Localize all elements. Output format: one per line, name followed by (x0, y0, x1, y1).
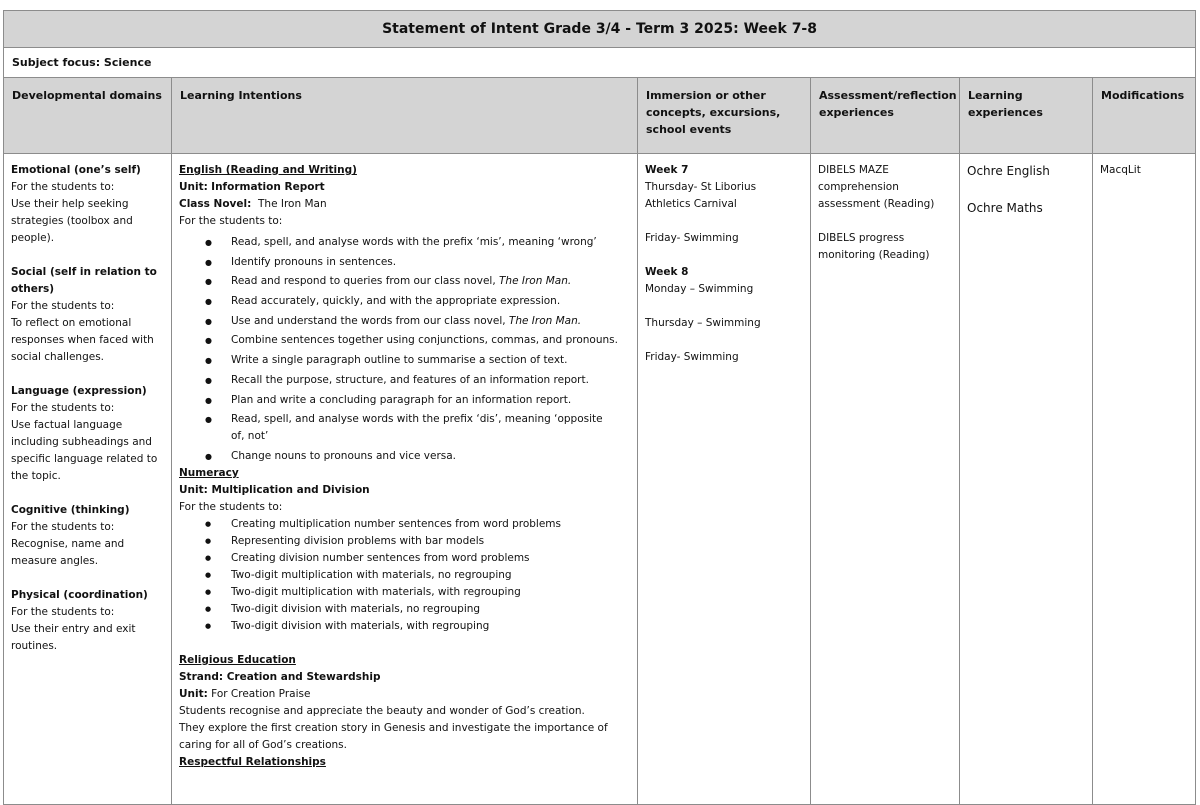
domain-intro: For the students to: (11, 606, 115, 618)
list-item: ● Two-digit multiplication with materials, no regrouping (179, 567, 630, 584)
domain-intro: For the students to: (11, 300, 115, 312)
domain-heading: Physical (coordination) (11, 589, 148, 601)
domain-intro: For the students to: (11, 402, 115, 414)
event-item: Thursday- St Liborius Athletics Carnival (645, 181, 757, 210)
learning-experience-item: Ochre English (967, 164, 1050, 178)
numeracy-intentions-list (179, 516, 630, 635)
week-8-label: Week 8 (645, 266, 689, 278)
subject-focus: Subject focus: Science (4, 48, 1196, 78)
list-item: ● Recall the purpose, structure, and features of an information report. (179, 372, 630, 389)
domain-language (11, 383, 164, 485)
domain-text: To reflect on emotional responses when faced with social challenges. (11, 317, 154, 363)
english-intro: For the students to: (179, 215, 283, 227)
list-item: ● Read, spell, and analyse words with the prefix ‘mis’, meaning ‘wrong’ (179, 234, 630, 251)
list-item: ● Representing division problems with bar models (179, 533, 630, 550)
list-item: ● Write a single paragraph outline to summarise a section of text. (179, 352, 630, 369)
english-unit: Unit: Information Report (179, 181, 325, 193)
numeracy-unit: Unit: Multiplication and Division (179, 483, 370, 496)
learning-experience-item: Ochre Maths (967, 201, 1043, 215)
domain-heading: Social (self in relation to others) (11, 266, 157, 295)
re-description: Students recognise and appreciate the beauty and wonder of God’s creation. They explore the first creation story in Genesis and investigate the importance of caring for all of God’s creations. (179, 704, 608, 751)
developmental-domains-cell (4, 154, 172, 805)
header-immersion: Immersion or other concepts, excursions, school events (638, 78, 811, 154)
header-developmental-domains: Developmental domains (4, 78, 172, 154)
header-modifications: Modifications (1093, 78, 1196, 154)
domain-text: Use their entry and exit routines. (11, 623, 136, 652)
assessment-cell (811, 154, 960, 805)
numeracy-intro: For the students to: (179, 500, 283, 513)
respectful-relationships-heading: Respectful Relationships (179, 755, 326, 768)
list-item: ● Use and understand the words from our class novel, The Iron Man. (179, 313, 630, 330)
domain-social (11, 264, 164, 366)
header-learning-intentions: Learning Intentions (172, 78, 638, 154)
numeracy-heading: Numeracy (179, 466, 239, 479)
event-item: Monday – Swimming (645, 283, 754, 295)
domain-emotional (11, 162, 164, 247)
content-row (4, 154, 1196, 805)
english-intentions-list (179, 234, 630, 465)
religious-education-heading: Religious Education (179, 653, 296, 666)
domain-text: Use factual language including subheadings and specific language related to the topic. (11, 419, 158, 482)
assessment-item: DIBELS progress monitoring (Reading) (818, 232, 930, 261)
week-7-label: Week 7 (645, 164, 689, 176)
header-assessment: Assessment/reflection experiences (811, 78, 960, 154)
english-heading: English (Reading and Writing) (179, 164, 357, 176)
english-class-novel: Class Novel: The Iron Man (179, 198, 327, 210)
list-item: ● Read and respond to queries from our class novel, The Iron Man. (179, 273, 630, 290)
domain-physical (11, 587, 164, 655)
domain-heading: Cognitive (thinking) (11, 504, 130, 516)
list-item: ● Plan and write a concluding paragraph for an information report. (179, 392, 630, 409)
header-learning-experiences: Learning experiences (960, 78, 1093, 154)
event-item: Friday- Swimming (645, 232, 739, 244)
domain-heading: Emotional (one’s self) (11, 164, 141, 176)
header-row (4, 78, 1196, 154)
list-item: ● Read accurately, quickly, and with the appropriate expression. (179, 293, 630, 310)
domain-text: Use their help seeking strategies (toolbox and people). (11, 198, 133, 244)
learning-experiences-cell (960, 154, 1093, 805)
list-item: ● Creating division number sentences from word problems (179, 550, 630, 567)
domain-intro: For the students to: (11, 521, 115, 533)
list-item: ● Two-digit multiplication with materials, with regrouping (179, 584, 630, 601)
list-item: ● Combine sentences together using conjunctions, commas, and pronouns. (179, 332, 630, 349)
event-item: Friday- Swimming (645, 351, 739, 363)
re-unit: Unit: For Creation Praise (179, 687, 311, 700)
list-item: ● Change nouns to pronouns and vice versa. (179, 448, 630, 465)
immersion-cell (638, 154, 811, 805)
list-item: ● Identify pronouns in sentences. (179, 254, 630, 271)
modifications-cell (1093, 154, 1196, 805)
document-title: Statement of Intent Grade 3/4 - Term 3 2025: Week 7-8 (4, 11, 1196, 48)
domain-heading: Language (expression) (11, 385, 147, 397)
domain-cognitive (11, 502, 164, 570)
list-item: ● Creating multiplication number sentences from word problems (179, 516, 630, 533)
learning-intentions-cell (172, 154, 638, 805)
list-item: ● Two-digit division with materials, no regrouping (179, 601, 630, 618)
domain-intro: For the students to: (11, 181, 115, 193)
re-strand: Strand: Creation and Stewardship (179, 670, 381, 683)
modification-item: MacqLit (1100, 164, 1141, 176)
event-item: Thursday – Swimming (645, 317, 761, 329)
assessment-item: DIBELS MAZE comprehension assessment (Reading) (818, 164, 935, 210)
domain-text: Recognise, name and measure angles. (11, 538, 125, 567)
list-item: ● Two-digit division with materials, with regrouping (179, 618, 630, 635)
statement-of-intent-table (3, 10, 1196, 805)
list-item: ● Read, spell, and analyse words with the prefix ‘dis’, meaning ‘opposite of, not’ (179, 411, 630, 445)
